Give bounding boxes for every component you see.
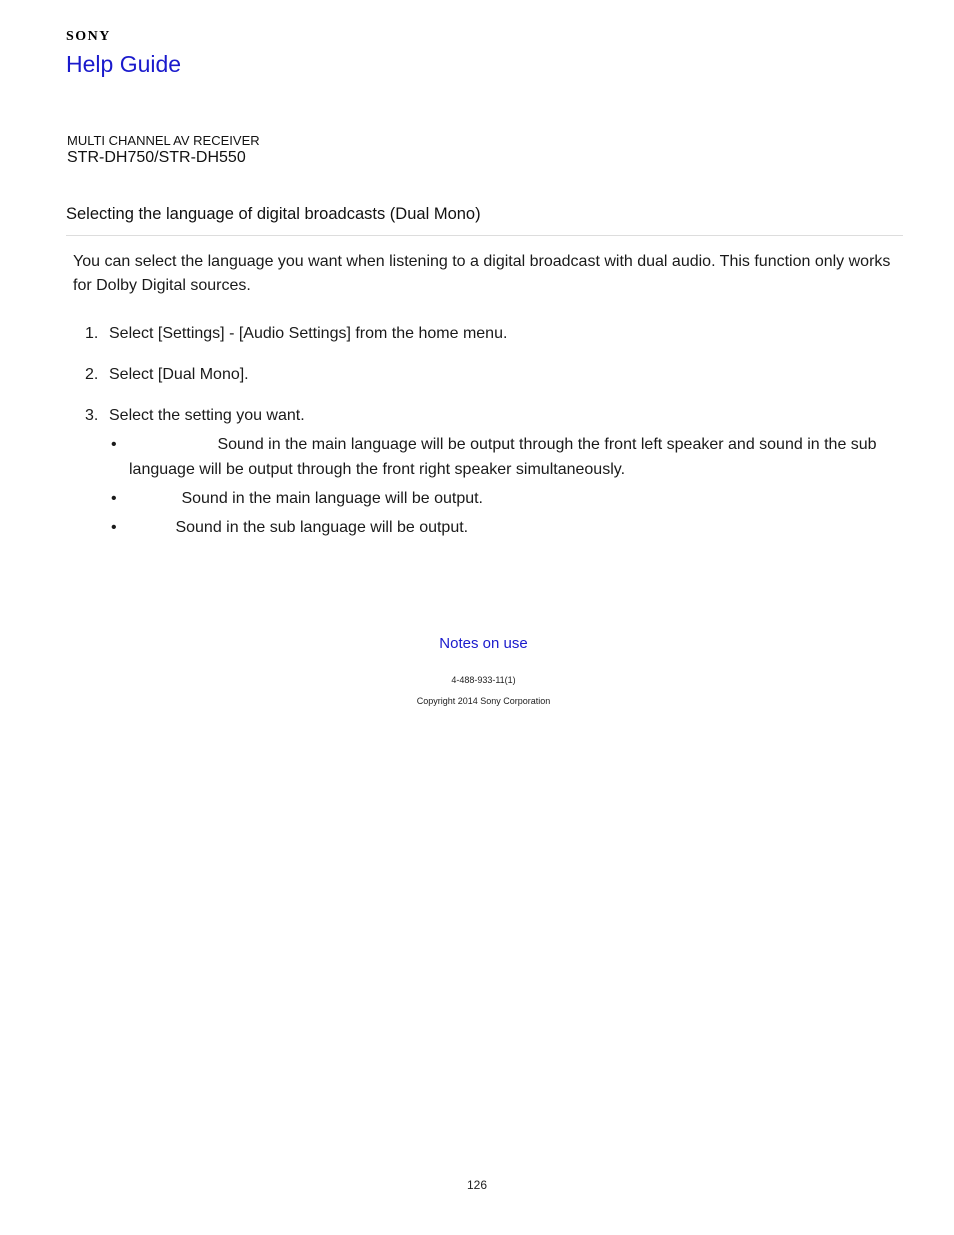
intro-paragraph: You can select the language you want when listening to a digital broadcast with dual audio. This function only works for Dolby Digital sources. xyxy=(73,253,891,294)
option-label xyxy=(129,432,213,457)
sony-logo: SONY xyxy=(66,29,111,44)
step-number: 1. xyxy=(85,325,99,342)
option-description: Sound in the main language will be output through the front left speaker and sound in the sub language will be output through the front right speaker simultaneously. xyxy=(129,436,877,478)
notes-on-use-link[interactable]: Notes on use xyxy=(439,635,528,652)
copyright-notice: Copyright 2014 Sony Corporation xyxy=(416,696,551,706)
bullet-icon: • xyxy=(111,490,117,507)
option-label xyxy=(129,486,177,511)
options-list xyxy=(109,432,893,540)
product-type: MULTI CHANNEL AV RECEIVER xyxy=(67,133,260,148)
option-item xyxy=(109,515,893,540)
step-item xyxy=(73,363,893,387)
page-number: 126 xyxy=(466,1178,488,1192)
step-text: Select [Settings] - [Audio Settings] from the home menu. xyxy=(109,325,508,342)
model-number: STR-DH750/STR-DH550 xyxy=(67,149,246,166)
help-guide-link[interactable]: Help Guide xyxy=(66,51,182,77)
step-item xyxy=(73,404,893,540)
step-number: 3. xyxy=(85,407,99,424)
step-number: 2. xyxy=(85,366,99,383)
step-text: Select the setting you want. xyxy=(109,407,305,424)
title-divider xyxy=(66,235,903,236)
option-label xyxy=(129,515,171,540)
option-item xyxy=(109,486,893,511)
step-text: Select [Dual Mono]. xyxy=(109,366,249,383)
document-number: 4-488-933-11(1) xyxy=(451,675,516,685)
step-item xyxy=(73,322,893,346)
option-description: Sound in the sub language will be output. xyxy=(175,519,469,536)
steps-list xyxy=(73,322,893,544)
option-item xyxy=(109,432,893,482)
bullet-icon: • xyxy=(111,519,117,536)
option-description: Sound in the main language will be output. xyxy=(181,490,483,507)
bullet-icon: • xyxy=(111,436,117,453)
page-title: Selecting the language of digital broadcasts (Dual Mono) xyxy=(66,205,481,223)
